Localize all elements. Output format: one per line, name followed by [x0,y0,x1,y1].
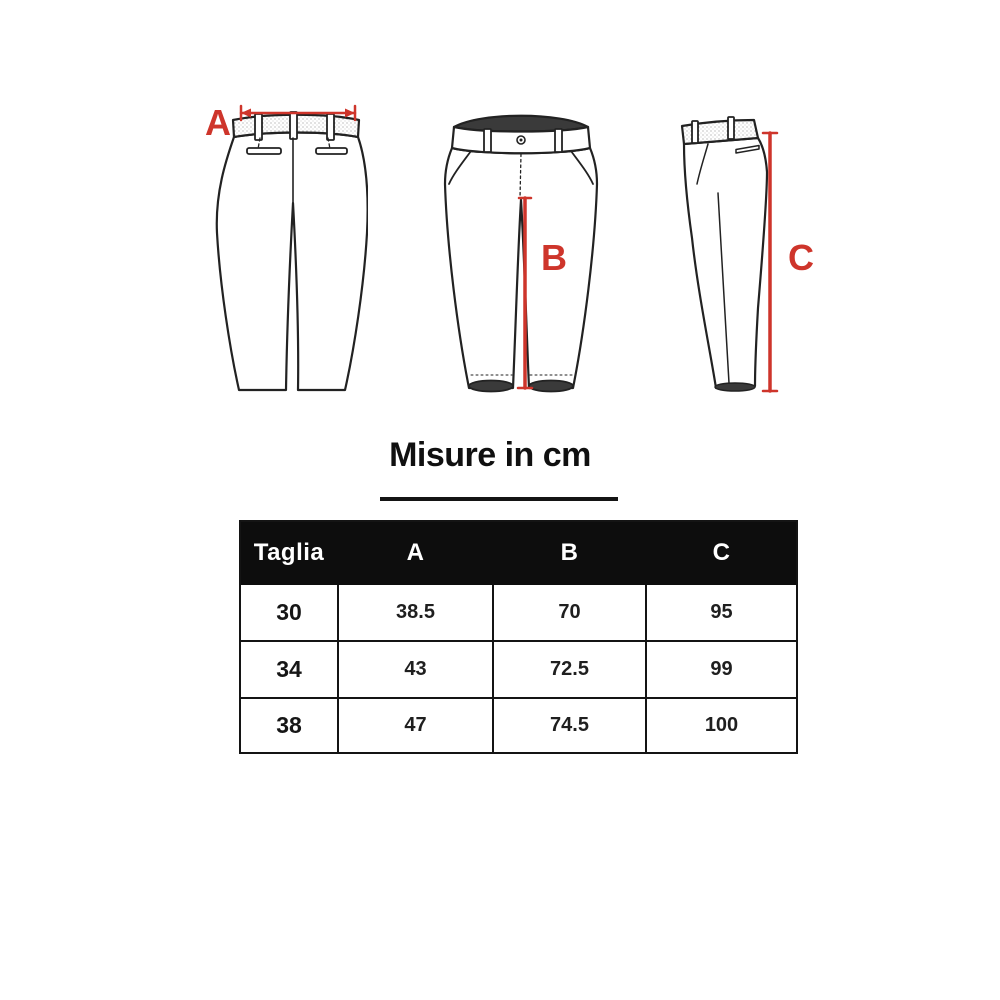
pants-front-view-figure [443,98,603,404]
measurement-cell: 43 [339,642,494,699]
measurement-cell: 47 [339,699,494,752]
measurement-cell: 74.5 [494,699,647,752]
pants-front-view-drawing [443,98,603,404]
measurement-label-a: A [205,102,231,143]
col-header-c: C [647,522,796,585]
col-header-a: A [339,522,494,585]
pants-back-view-drawing [198,98,368,404]
measurement-cell: 100 [704,714,739,736]
measurement-cell: 38.5 [339,585,494,642]
section-title: Misure in cm [389,436,591,474]
col-header-taglia: Taglia [241,522,339,585]
measurement-cell: 72.5 [494,642,647,699]
size-cell: 30 [241,585,339,642]
measurement-label-b: B [541,237,567,278]
size-table [239,520,798,754]
title-underline [380,497,618,501]
size-cell: 34 [241,642,339,699]
measurement-cell: 70 [494,585,647,642]
measurement-cell: 95 [647,585,796,642]
pants-side-view-figure [666,98,818,404]
col-header-b: B [494,522,647,585]
pants-side-view-drawing [666,98,818,404]
pants-back-view-figure [198,98,368,404]
measurement-cell: 99 [647,642,796,699]
measurement-label-c: C [788,237,814,278]
size-cell: 38 [241,699,339,752]
